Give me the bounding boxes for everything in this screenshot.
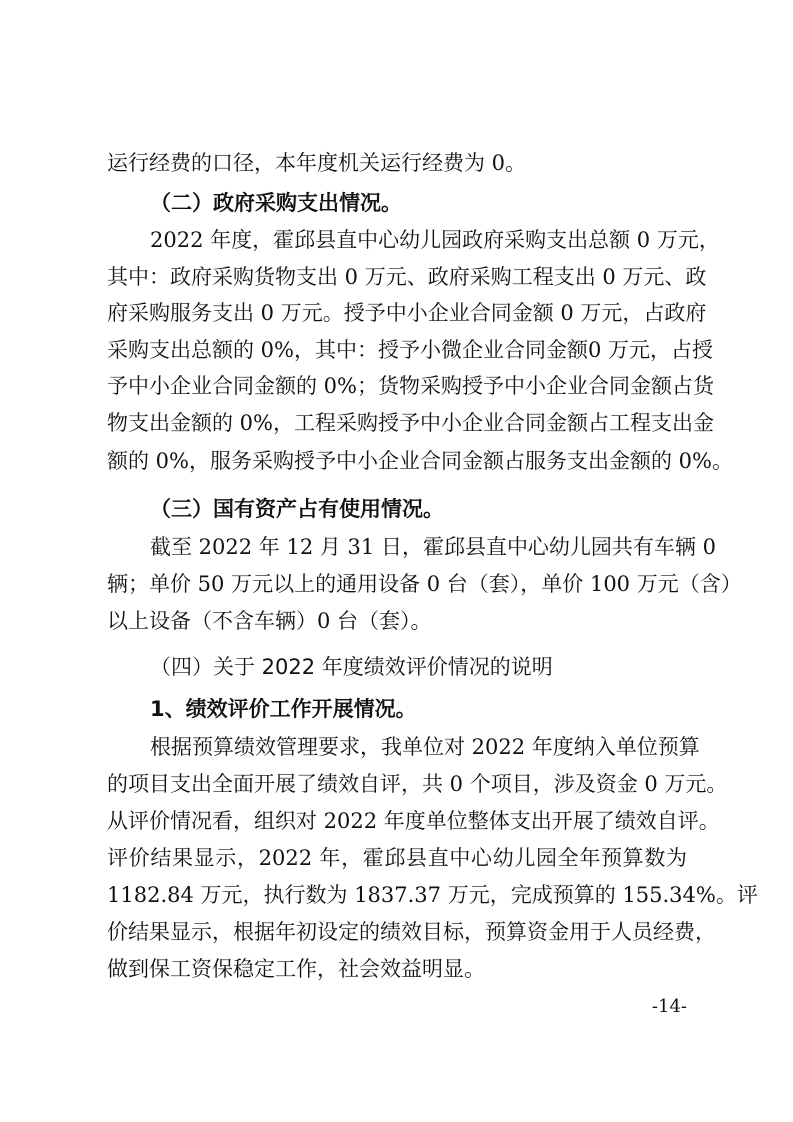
paragraph-line: 根据预算绩效管理要求，我单位对 2022 年度纳入单位预算 bbox=[150, 735, 700, 759]
paragraph-line: 以上设备（不含车辆）0 台（套）。 bbox=[107, 609, 432, 633]
subsection-heading: 1、绩效评价工作开展情况。 bbox=[150, 697, 417, 721]
paragraph-line: 采购支出总额的 0%，其中：授予小微企业合同金额0 万元，占授 bbox=[107, 338, 714, 362]
paragraph-line: 物支出金额的 0%，工程采购授予中小企业合同金额占工程支出金 bbox=[107, 411, 714, 435]
paragraph-line: 做到保工资保稳定工作，社会效益明显。 bbox=[107, 957, 485, 981]
section-heading-procurement: （二）政府采购支出情况。 bbox=[150, 191, 402, 215]
paragraph-line: 的项目支出全面开展了绩效自评，共 0 个项目，涉及资金 0 万元。 bbox=[107, 772, 728, 796]
paragraph-line: 予中小企业合同金额的 0%；货物采购授予中小企业合同金额占货 bbox=[107, 374, 714, 398]
page-number: -14- bbox=[651, 996, 687, 1017]
section-heading-assets: （三）国有资产占有使用情况。 bbox=[150, 497, 444, 521]
paragraph-line: 运行经费的口径，本年度机关运行经费为 0。 bbox=[107, 151, 527, 175]
paragraph-line: 截至 2022 年 12 月 31 日，霍邱县直中心幼儿园共有车辆 0 bbox=[150, 535, 716, 559]
paragraph-line: 府采购服务支出 0 万元。授予中小企业合同金额 0 万元，占政府 bbox=[107, 301, 707, 325]
paragraph-line: 其中：政府采购货物支出 0 万元、政府采购工程支出 0 万元、政 bbox=[107, 265, 707, 289]
paragraph-line: 1182.84 万元，执行数为 1837.37 万元，完成预算的 155.34%。评 bbox=[107, 883, 758, 907]
paragraph-line: 价结果显示，根据年初设定的绩效目标，预算资金用于人员经费， bbox=[107, 920, 716, 944]
section-heading-performance: （四）关于 2022 年度绩效评价情况的说明 bbox=[150, 655, 553, 679]
paragraph-line: 辆；单价 50 万元以上的通用设备 0 台（套），单价 100 万元（含） bbox=[107, 572, 742, 596]
paragraph-line: 从评价情况看，组织对 2022 年度单位整体支出开展了绩效自评。 bbox=[107, 809, 720, 833]
paragraph-line: 额的 0%，服务采购授予中小企业合同金额占服务支出金额的 0%。 bbox=[107, 449, 733, 473]
paragraph-line: 2022 年度，霍邱县直中心幼儿园政府采购支出总额 0 万元， bbox=[150, 228, 720, 252]
paragraph-line: 评价结果显示，2022 年，霍邱县直中心幼儿园全年预算数为 bbox=[107, 846, 687, 870]
